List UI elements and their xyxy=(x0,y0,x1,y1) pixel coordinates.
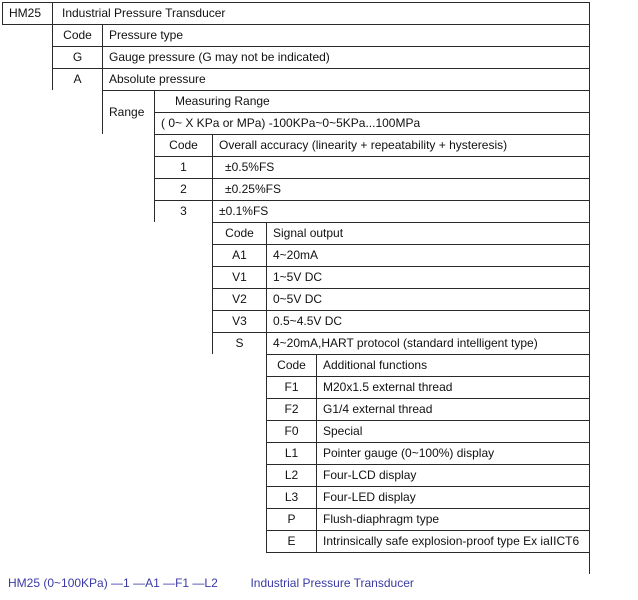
additional-code-header: Code xyxy=(266,354,316,376)
range-label: Range xyxy=(102,90,154,134)
table-right-border xyxy=(589,2,590,574)
model-code: HM25 xyxy=(2,2,52,24)
signal-header: Signal output xyxy=(266,222,590,244)
additional-label: Intrinsically safe explosion-proof type Ex iaIICT6 xyxy=(316,530,590,552)
signal-label: 0.5~4.5V DC xyxy=(266,310,590,332)
pressure-type-code-header: Code xyxy=(52,24,102,46)
additional-label: Pointer gauge (0~100%) display xyxy=(316,442,590,464)
accuracy-label: ±0.1%FS xyxy=(212,200,590,222)
accuracy-header: Overall accuracy (linearity + repeatability + hysteresis) xyxy=(212,134,590,156)
additional-label: Flush-diaphragm type xyxy=(316,508,590,530)
additional-code: F1 xyxy=(266,376,316,398)
additional-code: L2 xyxy=(266,464,316,486)
additional-label: Four-LCD display xyxy=(316,464,590,486)
accuracy-code-header: Code xyxy=(154,134,212,156)
accuracy-label: ±0.25%FS xyxy=(212,178,590,200)
example-name: Industrial Pressure Transducer xyxy=(250,576,414,590)
ordering-example xyxy=(8,576,414,590)
signal-label: 4~20mA,HART protocol (standard intelligent type) xyxy=(266,332,590,354)
accuracy-code: 2 xyxy=(154,178,212,200)
accuracy-code: 1 xyxy=(154,156,212,178)
additional-header: Additional functions xyxy=(316,354,590,376)
signal-code: V1 xyxy=(212,266,266,288)
additional-label: M20x1.5 external thread xyxy=(316,376,590,398)
additional-label: Special xyxy=(316,420,590,442)
model-name: Industrial Pressure Transducer xyxy=(52,2,590,24)
additional-code: E xyxy=(266,530,316,552)
signal-label: 0~5V DC xyxy=(266,288,590,310)
model-bottom-border xyxy=(2,24,52,25)
table-bottom-border xyxy=(266,552,590,553)
additional-label: Four-LED display xyxy=(316,486,590,508)
signal-code: V2 xyxy=(212,288,266,310)
additional-label: G1/4 external thread xyxy=(316,398,590,420)
pressure-type-label: Absolute pressure xyxy=(102,68,590,90)
signal-label: 4~20mA xyxy=(266,244,590,266)
range-title: Measuring Range xyxy=(154,90,590,112)
accuracy-code: 3 xyxy=(154,200,212,222)
pressure-type-header: Pressure type xyxy=(102,24,590,46)
additional-code: F0 xyxy=(266,420,316,442)
signal-code-header: Code xyxy=(212,222,266,244)
additional-code: P xyxy=(266,508,316,530)
pressure-type-code: A xyxy=(52,68,102,90)
signal-code: A1 xyxy=(212,244,266,266)
pressure-type-code: G xyxy=(52,46,102,68)
example-code: HM25 (0~100KPa) —1 —A1 —F1 —L2 xyxy=(8,576,218,590)
additional-code: L3 xyxy=(266,486,316,508)
range-value: ( 0~ X KPa or MPa) -100KPa~0~5KPa...100MPa xyxy=(154,112,590,134)
signal-code: S xyxy=(212,332,266,354)
pressure-type-label: Gauge pressure (G may not be indicated) xyxy=(102,46,590,68)
additional-code: L1 xyxy=(266,442,316,464)
signal-code: V3 xyxy=(212,310,266,332)
additional-code: F2 xyxy=(266,398,316,420)
signal-label: 1~5V DC xyxy=(266,266,590,288)
accuracy-label: ±0.5%FS xyxy=(212,156,590,178)
